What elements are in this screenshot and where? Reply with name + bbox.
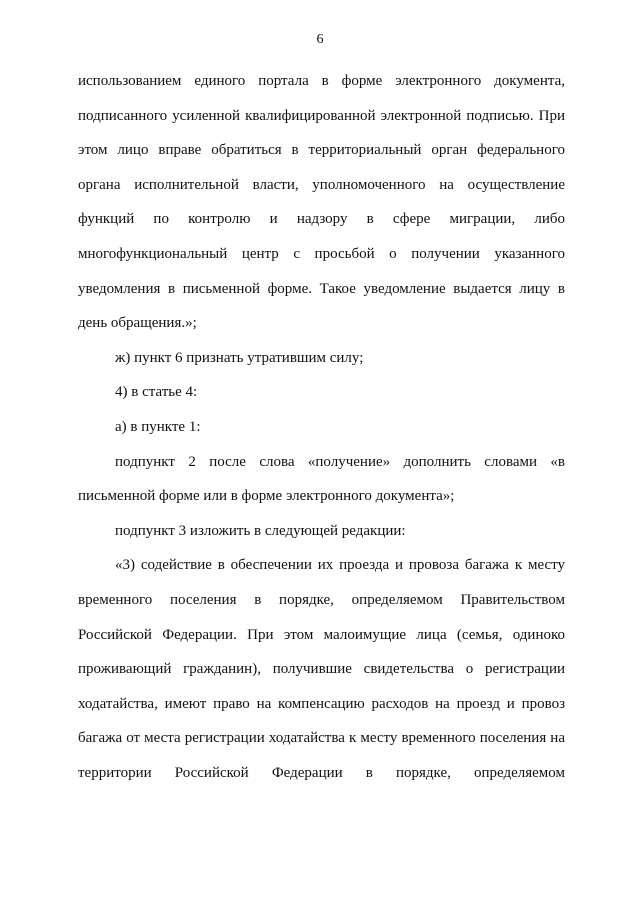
paragraph-continuation: использованием единого портала в форме электронного документа, подписанного усиленной квалифицированной электронной подписью. При этом лицо вправе обратиться в территориальный орган федерального органа исполнительной власти, уполномоченного на осуществление функций по контролю и надзору в сфере миграции, либо многофункциональный центр с просьбой о получении указанного уведомления в письменной форме. Такое уведомление выдается лицу в день обращения.»; — [78, 73, 565, 332]
page-number: 6 — [316, 32, 324, 47]
paragraph-subitem-2: подпункт 2 после слова «получение» дополнить словами «в письменной форме или в форме электронного документа»; — [78, 453, 565, 505]
document-body — [78, 64, 565, 790]
paragraph-item-4: 4) в статье 4: — [115, 384, 198, 401]
paragraph-item-zh: ж) пункт 6 признать утратившим силу; — [115, 349, 364, 366]
paragraph-quote-3: «3) содействие в обеспечении их проезда и провоза багажа к месту временного поселения в порядке, определяемом Правительством Российской Федерации. При этом малоимущие лица (семья, одиноко проживающий гражданин), получившие свидетельства о регистрации ходатайства, имеют право на компенсацию расходов на проезд и провоз багажа от места регистрации ходатайства к месту временного поселения на территории Российской Федерации в порядке, определяемом — [78, 557, 565, 781]
paragraph-subitem-3: подпункт 3 изложить в следующей редакции: — [115, 522, 406, 539]
paragraph-item-a: а) в пункте 1: — [115, 418, 201, 435]
